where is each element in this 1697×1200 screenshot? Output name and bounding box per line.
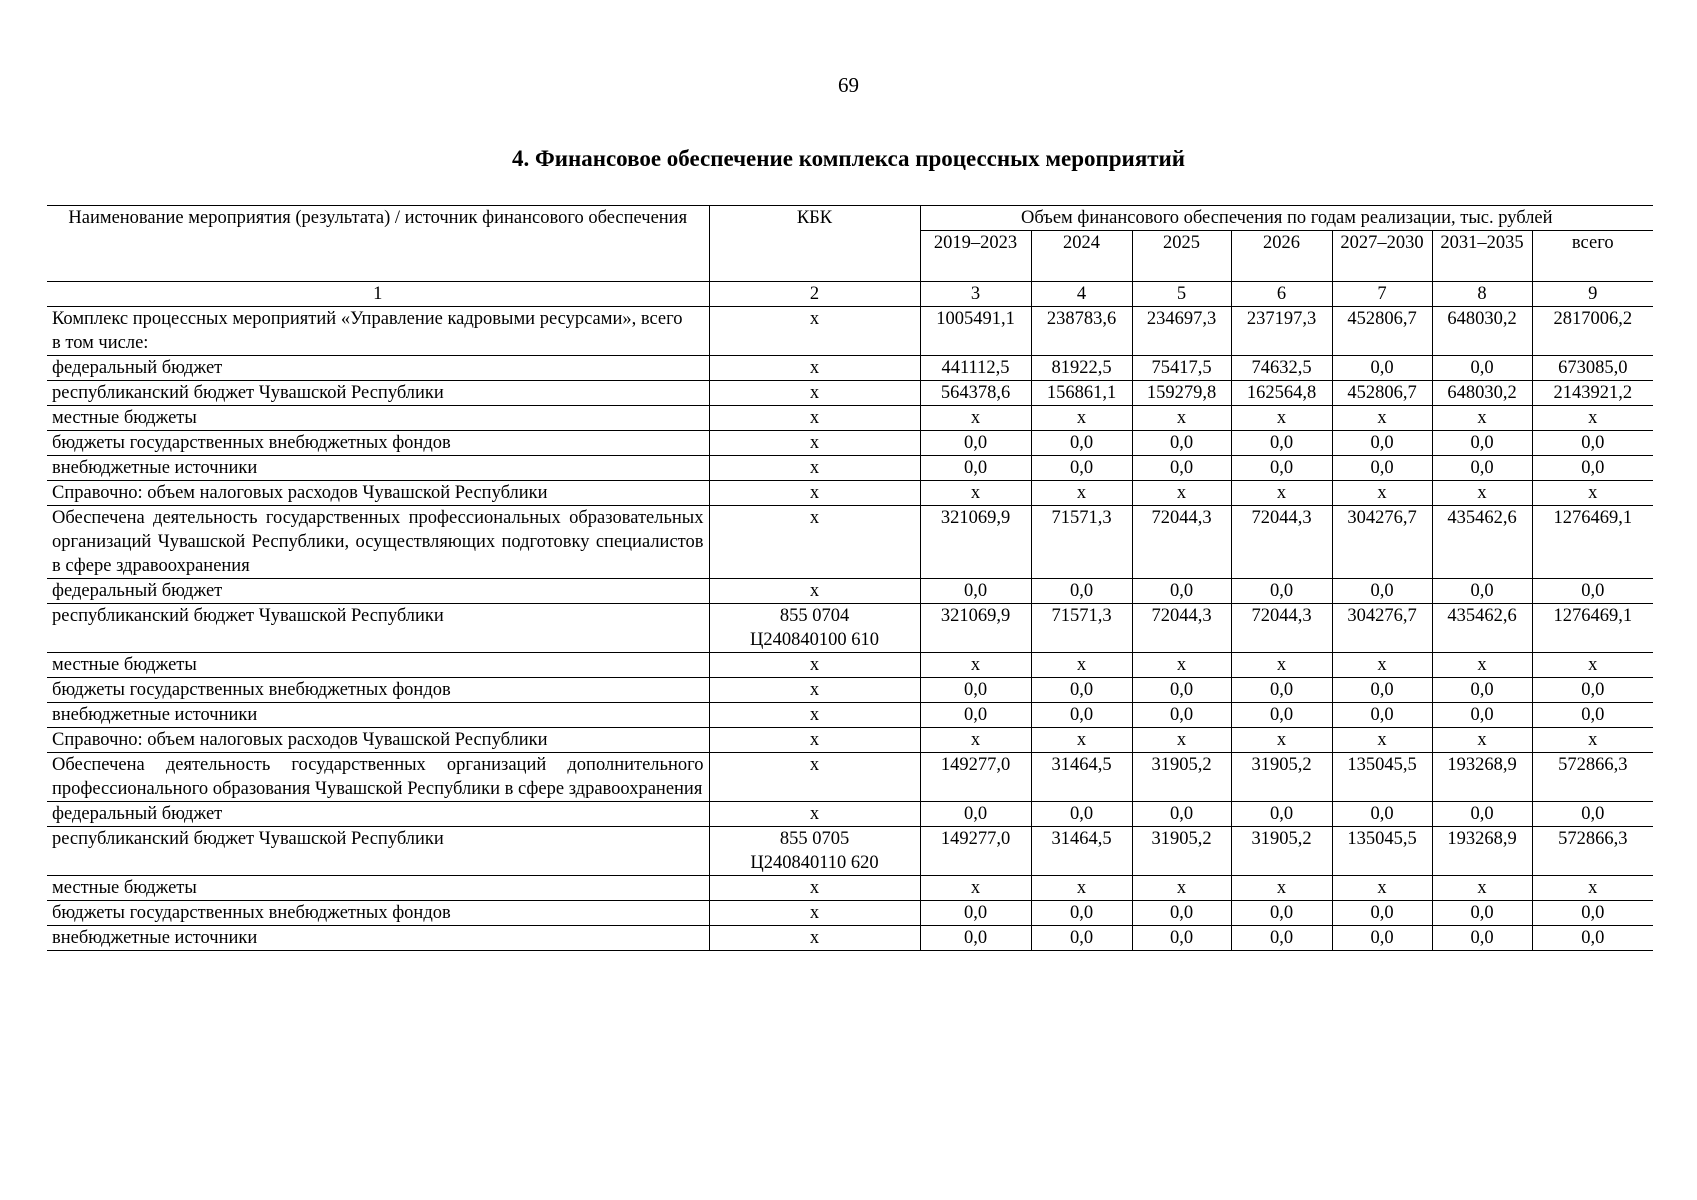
row-value: 304276,7 <box>1332 604 1432 653</box>
row-value: 0,0 <box>1132 926 1231 951</box>
table-row <box>47 802 1653 827</box>
row-value: х <box>1231 406 1332 431</box>
row-value: х <box>920 876 1031 901</box>
row-name: местные бюджеты <box>47 406 709 431</box>
row-kbk: х <box>709 653 920 678</box>
row-value: 0,0 <box>920 926 1031 951</box>
row-value: х <box>1132 728 1231 753</box>
row-value: 159279,8 <box>1132 381 1231 406</box>
row-value: 72044,3 <box>1132 604 1231 653</box>
row-value: 237197,3 <box>1231 307 1332 356</box>
row-name: республиканский бюджет Чувашской Республики <box>47 604 709 653</box>
column-index: 9 <box>1532 282 1653 307</box>
row-name: федеральный бюджет <box>47 356 709 381</box>
row-kbk: х <box>709 481 920 506</box>
row-value: 31464,5 <box>1031 827 1132 876</box>
column-index: 3 <box>920 282 1031 307</box>
row-value: 31905,2 <box>1231 827 1332 876</box>
row-value: 75417,5 <box>1132 356 1231 381</box>
row-value: х <box>1231 653 1332 678</box>
row-value: 572866,3 <box>1532 753 1653 802</box>
row-value: 149277,0 <box>920 827 1031 876</box>
column-index-row <box>47 282 1653 307</box>
row-value: 648030,2 <box>1432 307 1532 356</box>
table-row <box>47 753 1653 802</box>
row-kbk: х <box>709 753 920 802</box>
table-row <box>47 506 1653 579</box>
column-index: 8 <box>1432 282 1532 307</box>
row-value: х <box>1332 653 1432 678</box>
row-value: 0,0 <box>920 431 1031 456</box>
row-value: х <box>1432 876 1532 901</box>
column-index: 6 <box>1231 282 1332 307</box>
row-name: федеральный бюджет <box>47 802 709 827</box>
row-value: 435462,6 <box>1432 506 1532 579</box>
row-value: 0,0 <box>1432 703 1532 728</box>
row-value: 0,0 <box>1031 703 1132 728</box>
financing-table <box>47 205 1653 951</box>
row-value: 0,0 <box>920 456 1031 481</box>
row-value: 452806,7 <box>1332 307 1432 356</box>
row-name: Обеспечена деятельность государственных профессиональных образовательных организаций Чувашской Республики, осуществляющих подготовку специалистов в сфере здравоохранения <box>47 506 709 579</box>
table-row <box>47 604 1653 653</box>
row-value: х <box>1532 406 1653 431</box>
row-kbk: х <box>709 802 920 827</box>
row-value: 0,0 <box>1332 431 1432 456</box>
table-row <box>47 579 1653 604</box>
row-value: х <box>1132 406 1231 431</box>
row-value: х <box>920 653 1031 678</box>
row-value: х <box>1031 653 1132 678</box>
row-value: х <box>1432 653 1532 678</box>
row-value: 238783,6 <box>1031 307 1132 356</box>
header-year: 2027–2030 <box>1332 231 1432 282</box>
row-value: х <box>1332 406 1432 431</box>
row-value: 31464,5 <box>1031 753 1132 802</box>
table-row <box>47 356 1653 381</box>
row-kbk: х <box>709 307 920 356</box>
row-value: 0,0 <box>1432 926 1532 951</box>
row-value: х <box>1532 876 1653 901</box>
row-value: 0,0 <box>1231 456 1332 481</box>
row-value: 0,0 <box>1231 678 1332 703</box>
row-value: 0,0 <box>1532 579 1653 604</box>
row-kbk: х <box>709 703 920 728</box>
row-value: 0,0 <box>1432 456 1532 481</box>
row-value: 2143921,2 <box>1532 381 1653 406</box>
row-kbk: х <box>709 356 920 381</box>
row-value: х <box>1432 406 1532 431</box>
row-value: 81922,5 <box>1031 356 1132 381</box>
row-value: х <box>1132 653 1231 678</box>
row-value: 0,0 <box>1231 431 1332 456</box>
row-kbk: х <box>709 381 920 406</box>
row-value: 0,0 <box>1231 579 1332 604</box>
row-kbk: х <box>709 926 920 951</box>
row-value: 0,0 <box>1332 802 1432 827</box>
row-value: 74632,5 <box>1231 356 1332 381</box>
header-year: 2026 <box>1231 231 1332 282</box>
row-value: 0,0 <box>1532 703 1653 728</box>
header-kbk: КБК <box>709 206 920 282</box>
row-value: 0,0 <box>1532 901 1653 926</box>
table-row <box>47 901 1653 926</box>
row-value: 0,0 <box>1332 356 1432 381</box>
table-row <box>47 728 1653 753</box>
row-value: 0,0 <box>1031 926 1132 951</box>
row-value: 71571,3 <box>1031 506 1132 579</box>
table-row <box>47 926 1653 951</box>
row-value: 0,0 <box>1432 901 1532 926</box>
row-value: 0,0 <box>1432 579 1532 604</box>
row-value: 0,0 <box>1231 703 1332 728</box>
row-value: 0,0 <box>1231 802 1332 827</box>
page-number: 69 <box>838 73 859 97</box>
row-value: х <box>1031 481 1132 506</box>
row-value: х <box>1432 481 1532 506</box>
row-value: х <box>1132 481 1231 506</box>
row-kbk: х <box>709 506 920 579</box>
header-year: 2024 <box>1031 231 1132 282</box>
row-value: 193268,9 <box>1432 827 1532 876</box>
header-year: 2019–2023 <box>920 231 1031 282</box>
row-value: 0,0 <box>920 703 1031 728</box>
section-title: 4. Финансовое обеспечение комплекса процессных мероприятий <box>511 146 1186 171</box>
row-value: 0,0 <box>1231 901 1332 926</box>
row-value: 0,0 <box>1432 802 1532 827</box>
row-name: внебюджетные источники <box>47 703 709 728</box>
row-name: Справочно: объем налоговых расходов Чувашской Республики <box>47 728 709 753</box>
row-value: 441112,5 <box>920 356 1031 381</box>
row-value: 0,0 <box>1332 678 1432 703</box>
table-row <box>47 876 1653 901</box>
row-name: внебюджетные источники <box>47 926 709 951</box>
row-value: 0,0 <box>1132 703 1231 728</box>
row-value: 0,0 <box>920 802 1031 827</box>
row-value: 0,0 <box>1031 901 1132 926</box>
row-value: х <box>1231 728 1332 753</box>
row-value: 162564,8 <box>1231 381 1332 406</box>
row-value: 0,0 <box>1532 456 1653 481</box>
row-value: 0,0 <box>1332 926 1432 951</box>
row-value: 72044,3 <box>1231 506 1332 579</box>
header-year: 2025 <box>1132 231 1231 282</box>
row-value: 0,0 <box>1132 678 1231 703</box>
row-value: 0,0 <box>1031 802 1132 827</box>
row-value: 31905,2 <box>1132 753 1231 802</box>
row-kbk: х <box>709 678 920 703</box>
row-value: 193268,9 <box>1432 753 1532 802</box>
row-value: 0,0 <box>1532 802 1653 827</box>
row-value: 0,0 <box>1332 579 1432 604</box>
row-value: 0,0 <box>1031 678 1132 703</box>
row-kbk: х <box>709 901 920 926</box>
table-row <box>47 481 1653 506</box>
row-value: 0,0 <box>1332 703 1432 728</box>
column-index: 5 <box>1132 282 1231 307</box>
row-value: 0,0 <box>1532 431 1653 456</box>
row-value: 0,0 <box>1332 456 1432 481</box>
row-value: х <box>1231 481 1332 506</box>
row-value: х <box>1532 481 1653 506</box>
row-value: 1276469,1 <box>1532 506 1653 579</box>
row-value: 673085,0 <box>1532 356 1653 381</box>
table-row <box>47 431 1653 456</box>
row-kbk: 855 0705 Ц240840110 620 <box>709 827 920 876</box>
row-name: республиканский бюджет Чувашской Республики <box>47 381 709 406</box>
row-name: бюджеты государственных внебюджетных фондов <box>47 431 709 456</box>
row-value: х <box>1132 876 1231 901</box>
row-kbk: 855 0704 Ц240840100 610 <box>709 604 920 653</box>
row-name: местные бюджеты <box>47 876 709 901</box>
row-kbk: х <box>709 876 920 901</box>
row-value: х <box>1532 653 1653 678</box>
row-value: 1276469,1 <box>1532 604 1653 653</box>
row-value: 304276,7 <box>1332 506 1432 579</box>
table-row <box>47 307 1653 356</box>
row-kbk: х <box>709 406 920 431</box>
row-value: 31905,2 <box>1231 753 1332 802</box>
row-value: х <box>1432 728 1532 753</box>
row-value: х <box>1031 406 1132 431</box>
row-name: Справочно: объем налоговых расходов Чувашской Республики <box>47 481 709 506</box>
table-body <box>47 282 1653 951</box>
row-value: х <box>1332 481 1432 506</box>
row-value: 435462,6 <box>1432 604 1532 653</box>
row-value: х <box>1332 728 1432 753</box>
table-row <box>47 653 1653 678</box>
row-value: 0,0 <box>920 579 1031 604</box>
row-value: 1005491,1 <box>920 307 1031 356</box>
row-value: 452806,7 <box>1332 381 1432 406</box>
row-value: х <box>920 481 1031 506</box>
row-value: 156861,1 <box>1031 381 1132 406</box>
column-index: 2 <box>709 282 920 307</box>
column-index: 7 <box>1332 282 1432 307</box>
table-row <box>47 456 1653 481</box>
row-value: 0,0 <box>1031 579 1132 604</box>
row-value: 135045,5 <box>1332 753 1432 802</box>
row-name: республиканский бюджет Чувашской Республики <box>47 827 709 876</box>
row-value: 72044,3 <box>1132 506 1231 579</box>
row-value: 0,0 <box>1432 356 1532 381</box>
row-value: 0,0 <box>1432 678 1532 703</box>
header-year: 2031–2035 <box>1432 231 1532 282</box>
row-name: внебюджетные источники <box>47 456 709 481</box>
row-value: 0,0 <box>1231 926 1332 951</box>
row-value: 2817006,2 <box>1532 307 1653 356</box>
row-value: 321069,9 <box>920 506 1031 579</box>
row-value: 0,0 <box>1132 901 1231 926</box>
row-value: 149277,0 <box>920 753 1031 802</box>
header-volume: Объем финансового обеспечения по годам реализации, тыс. рублей <box>920 206 1653 231</box>
row-value: х <box>1031 876 1132 901</box>
row-value: х <box>1532 728 1653 753</box>
row-value: 71571,3 <box>1031 604 1132 653</box>
row-name: федеральный бюджет <box>47 579 709 604</box>
table-row <box>47 827 1653 876</box>
row-value: 0,0 <box>1432 431 1532 456</box>
row-value: х <box>1231 876 1332 901</box>
row-value: 648030,2 <box>1432 381 1532 406</box>
row-value: 564378,6 <box>920 381 1031 406</box>
row-value: 0,0 <box>1532 678 1653 703</box>
row-value: 31905,2 <box>1132 827 1231 876</box>
table-row <box>47 381 1653 406</box>
row-value: 234697,3 <box>1132 307 1231 356</box>
row-value: 572866,3 <box>1532 827 1653 876</box>
row-value: 0,0 <box>1532 926 1653 951</box>
row-value: х <box>920 728 1031 753</box>
table-row <box>47 678 1653 703</box>
header-total: всего <box>1532 231 1653 282</box>
row-kbk: х <box>709 579 920 604</box>
row-value: 0,0 <box>1132 456 1231 481</box>
header-name: Наименование мероприятия (результата) / источник финансового обеспечения <box>47 206 709 282</box>
row-value: 0,0 <box>1031 431 1132 456</box>
column-index: 4 <box>1031 282 1132 307</box>
row-value: 72044,3 <box>1231 604 1332 653</box>
row-value: 0,0 <box>1132 802 1231 827</box>
row-name: Обеспечена деятельность государственных организаций дополнительного профессионального образования Чувашской Республики в сфере здравоохранения <box>47 753 709 802</box>
table-row <box>47 406 1653 431</box>
row-value: х <box>920 406 1031 431</box>
row-name: Комплекс процессных мероприятий «Управление кадровыми ресурсами», всего в том числе: <box>47 307 709 356</box>
row-value: х <box>1332 876 1432 901</box>
column-index: 1 <box>47 282 709 307</box>
row-kbk: х <box>709 456 920 481</box>
row-value: 0,0 <box>1132 579 1231 604</box>
row-name: бюджеты государственных внебюджетных фондов <box>47 678 709 703</box>
row-name: бюджеты государственных внебюджетных фондов <box>47 901 709 926</box>
row-value: 0,0 <box>1332 901 1432 926</box>
row-value: 321069,9 <box>920 604 1031 653</box>
row-value: х <box>1031 728 1132 753</box>
table-row <box>47 703 1653 728</box>
row-kbk: х <box>709 431 920 456</box>
row-value: 0,0 <box>920 678 1031 703</box>
row-value: 0,0 <box>1132 431 1231 456</box>
row-value: 0,0 <box>1031 456 1132 481</box>
row-name: местные бюджеты <box>47 653 709 678</box>
row-kbk: х <box>709 728 920 753</box>
row-value: 0,0 <box>920 901 1031 926</box>
row-value: 135045,5 <box>1332 827 1432 876</box>
